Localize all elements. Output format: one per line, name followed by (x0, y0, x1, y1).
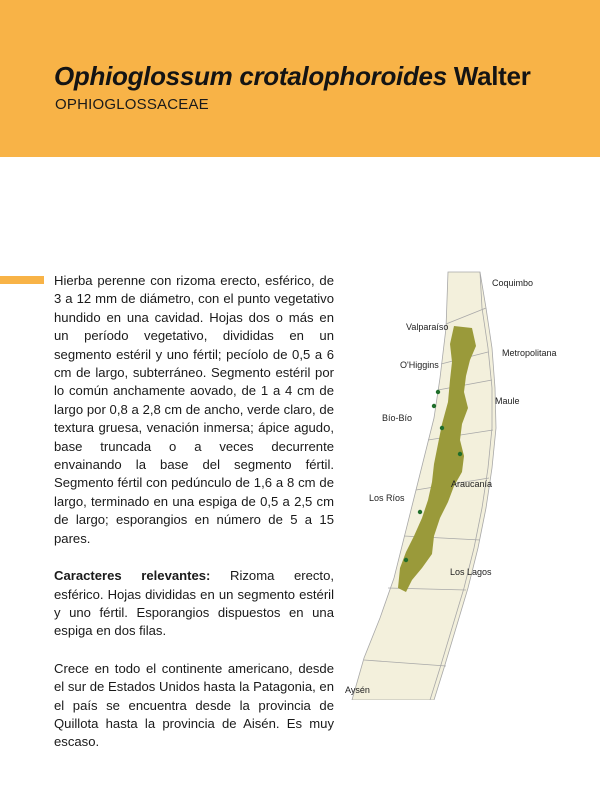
species-author: Walter (453, 61, 531, 91)
record-point (418, 510, 422, 514)
header-banner (0, 0, 600, 157)
record-point (436, 390, 440, 394)
region-label-loslagos: Los Lagos (450, 567, 492, 577)
record-point (458, 452, 462, 456)
region-label-losrios: Los Ríos (369, 493, 405, 503)
record-point (440, 426, 444, 430)
region-label-valparaiso: Valparaíso (406, 322, 449, 332)
section-marker (0, 276, 44, 284)
species-title (54, 61, 531, 92)
family-name: OPHIOGLOSSACEAE (55, 96, 209, 113)
region-label-metropolitana: Metropolitana (502, 348, 557, 358)
region-label-maule: Maule (495, 396, 520, 406)
record-point (432, 404, 436, 408)
relevant-paragraph (54, 567, 334, 641)
region-label-coquimbo: Coquimbo (492, 278, 534, 288)
body-text (54, 272, 334, 771)
region-label-biobio: Bío-Bío (382, 413, 413, 423)
region-label-ohiggins: O'Higgins (400, 360, 439, 370)
map-svg (342, 268, 600, 700)
description-paragraph: Hierba perenne con rizoma erecto, esférico, de 3 a 12 mm de diámetro, con el punto vegetativo hundido en una cavidad. Hojas dos o más en un período vegetativo, divididas en un segmento estéril y uno fértil; pecíolo de 0,5 a 6 cm de largo, subterráneo. Segmento estéril por lo común anchamente aovado, de 1 a 4 cm de largo por 0,8 a 2,8 cm de ancho, verde claro, de textura gruesa, venación inmersa; ápice agudo, base truncada o a veces decurrente envainando la base del segmento fértil. Segmento fértil con pedúnculo de 1,6 a 8 cm de largo, terminado en una espiga de 0,5 a 2,5 cm de largo; esporangios en número de 5 a 15 pares. (54, 273, 334, 546)
record-point (404, 558, 408, 562)
region-label-araucania: Araucanía (451, 479, 493, 489)
distribution-map (342, 268, 600, 700)
distribution-paragraph: Crece en todo el continente americano, desde el sur de Estados Unidos hasta la Patagonia, en el país se encuentra desde la provincia de Quillota hasta la provincia de Aisén. Es muy escaso. (54, 660, 334, 750)
species-name: Ophioglossum crotalophoroides (54, 61, 447, 91)
region-label-aysen: Aysén (345, 685, 370, 695)
relevant-text: Rizoma erecto, esférico. Hojas divididas en un segmento estéril y uno fértil. Esporangios dispuestos en una espiga en dos filas. (54, 568, 334, 639)
relevant-label: Caracteres relevantes: (54, 568, 211, 584)
